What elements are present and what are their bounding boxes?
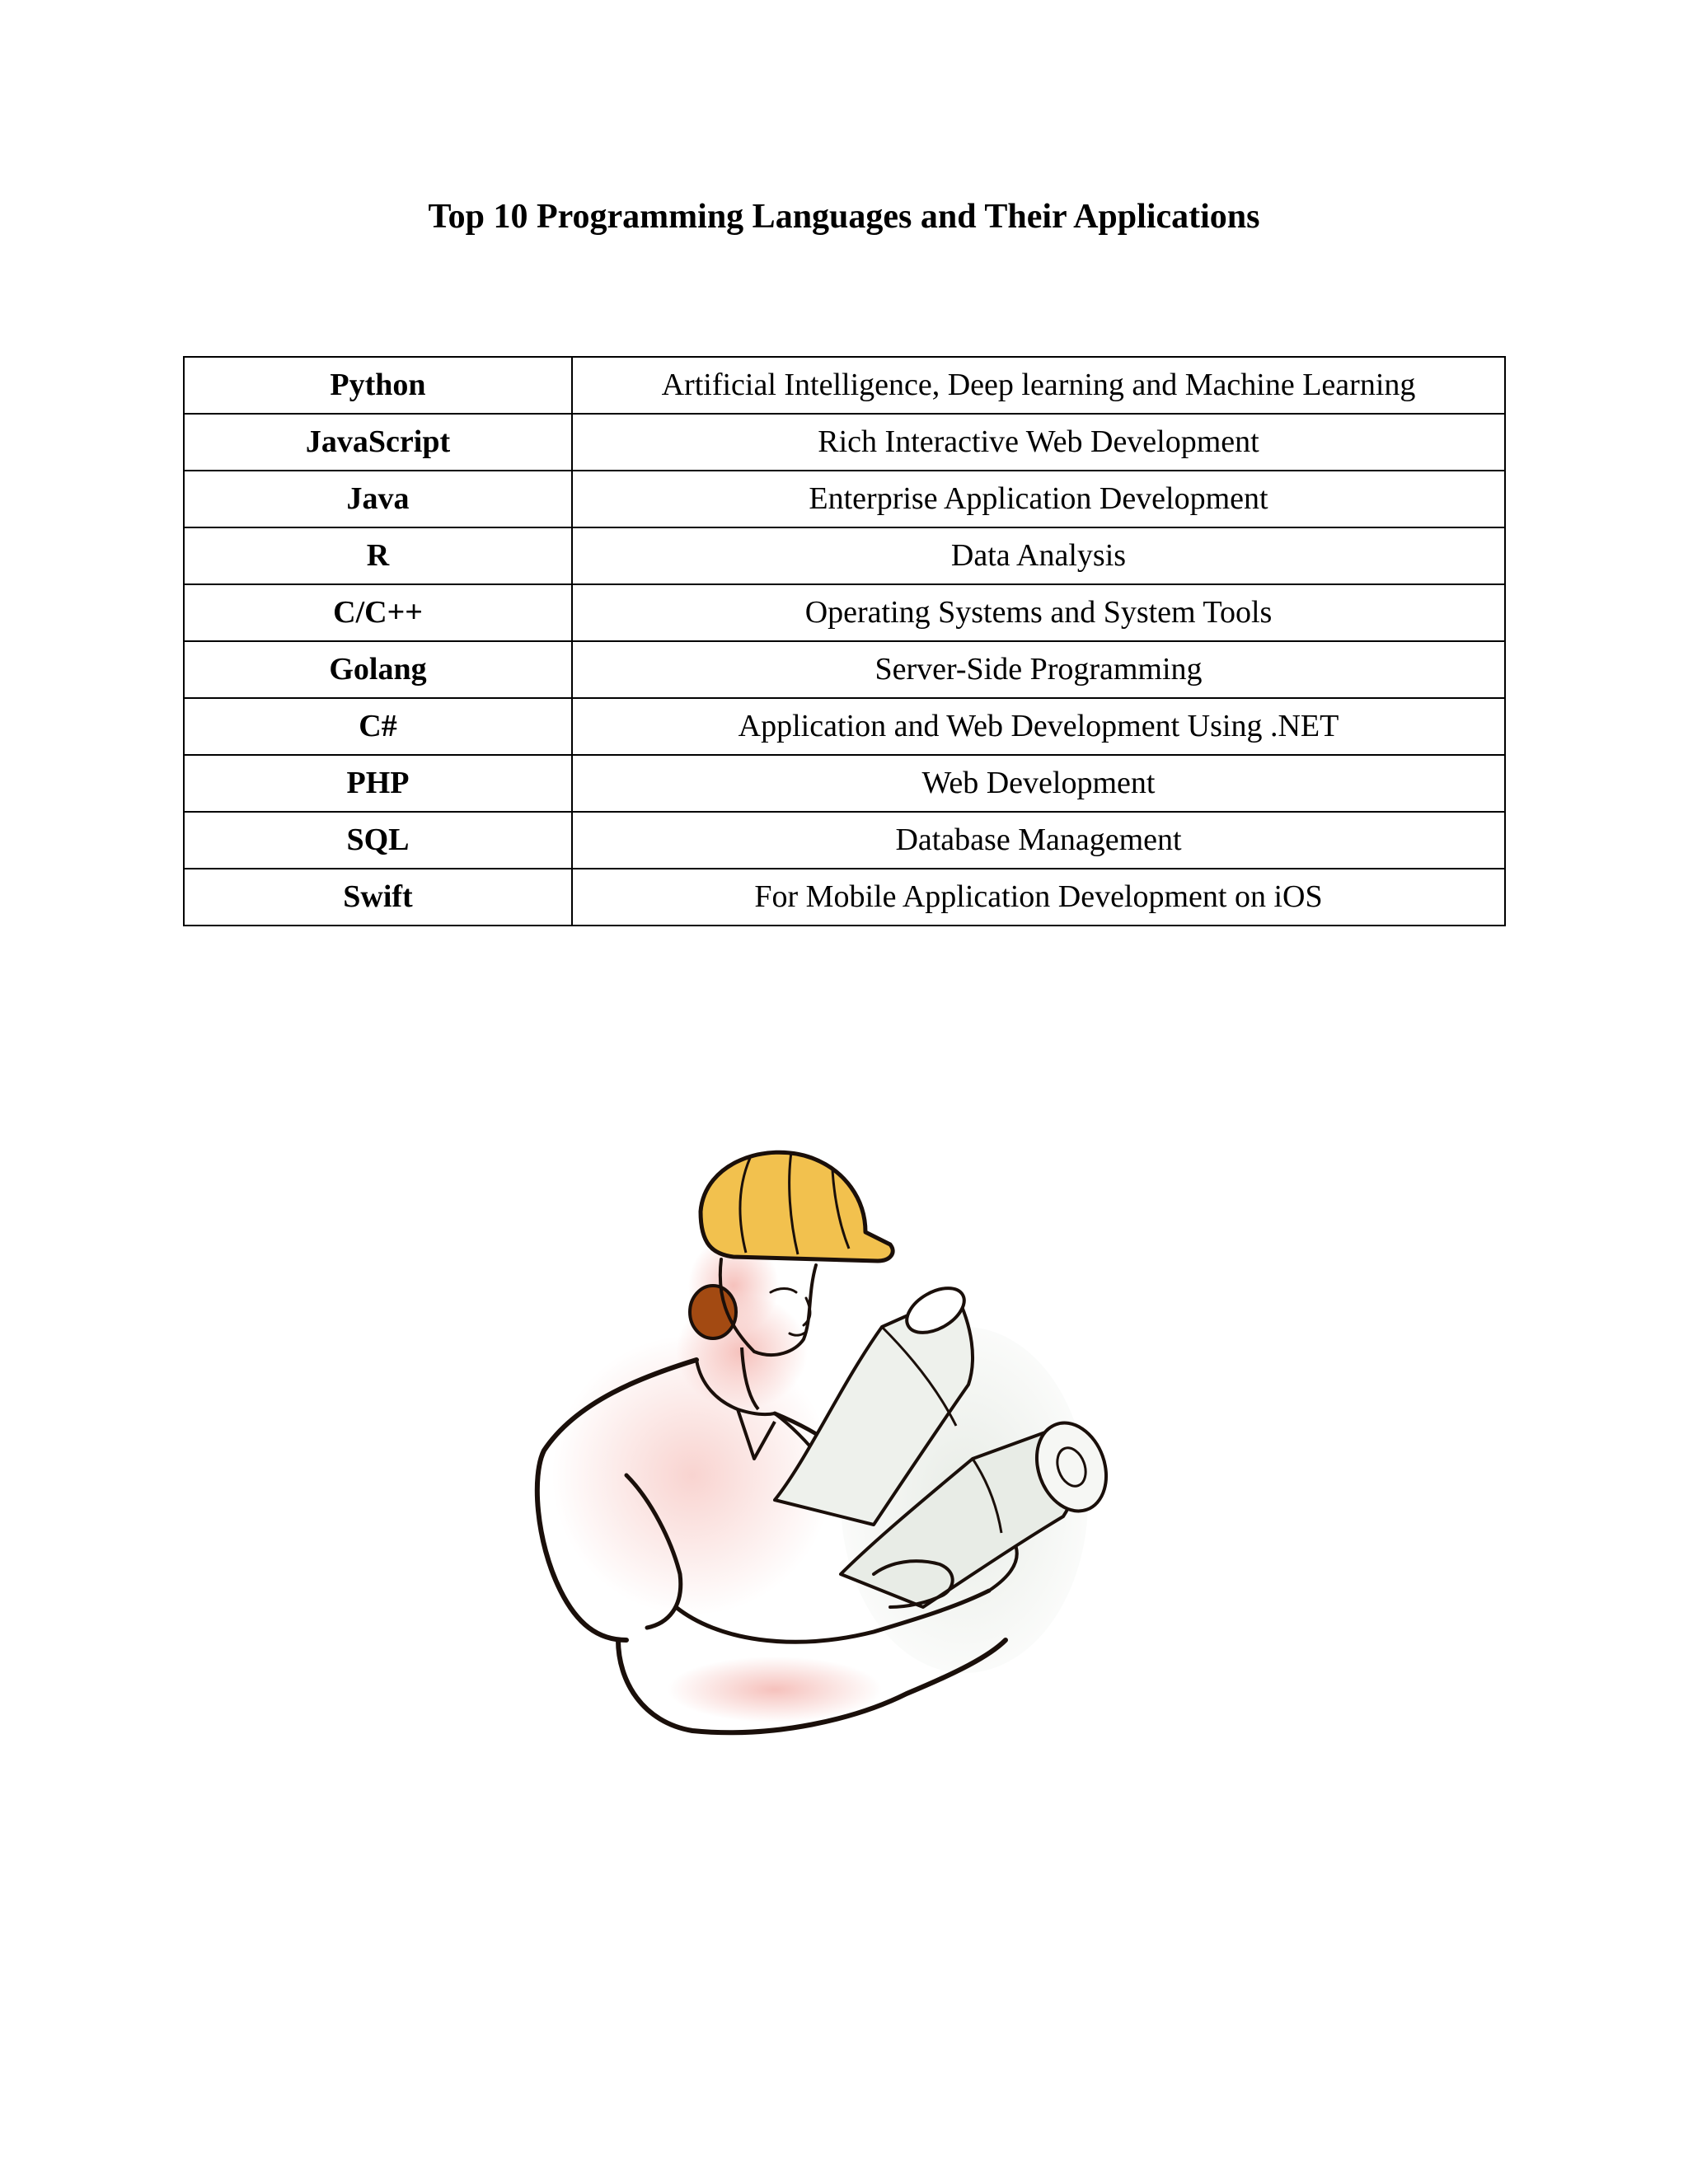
table-row (184, 698, 1505, 755)
table-row (184, 641, 1505, 698)
engineer-reading-blueprints-clipart (528, 1113, 1170, 1788)
application-cell: Operating Systems and System Tools (572, 584, 1505, 641)
table-row (184, 527, 1505, 584)
page-title: Top 10 Programming Languages and Their Applications (428, 198, 1260, 236)
application-cell: Rich Interactive Web Development (572, 414, 1505, 471)
application-cell: Data Analysis (572, 527, 1505, 584)
language-cell: Swift (184, 869, 572, 926)
arm-blush (668, 1657, 882, 1722)
application-cell: Web Development (572, 755, 1505, 812)
language-cell: Golang (184, 641, 572, 698)
table-row (184, 584, 1505, 641)
language-cell: Java (184, 471, 572, 527)
language-cell: PHP (184, 755, 572, 812)
language-cell: Python (184, 357, 572, 414)
language-cell: R (184, 527, 572, 584)
application-cell: Enterprise Application Development (572, 471, 1505, 527)
application-cell: Database Management (572, 812, 1505, 869)
hair-bun (690, 1286, 736, 1338)
language-cell: SQL (184, 812, 572, 869)
application-cell: Server-Side Programming (572, 641, 1505, 698)
language-cell: C/C++ (184, 584, 572, 641)
application-cell: Artificial Intelligence, Deep learning and Machine Learning (572, 357, 1505, 414)
language-cell: C# (184, 698, 572, 755)
languages-table (183, 356, 1506, 926)
table-row (184, 471, 1505, 527)
table-row (184, 357, 1505, 414)
table-row (184, 755, 1505, 812)
table-row (184, 414, 1505, 471)
table-row (184, 812, 1505, 869)
language-cell: JavaScript (184, 414, 572, 471)
application-cell: Application and Web Development Using .NET (572, 698, 1505, 755)
application-cell: For Mobile Application Development on iOS (572, 869, 1505, 926)
table-row (184, 869, 1505, 926)
